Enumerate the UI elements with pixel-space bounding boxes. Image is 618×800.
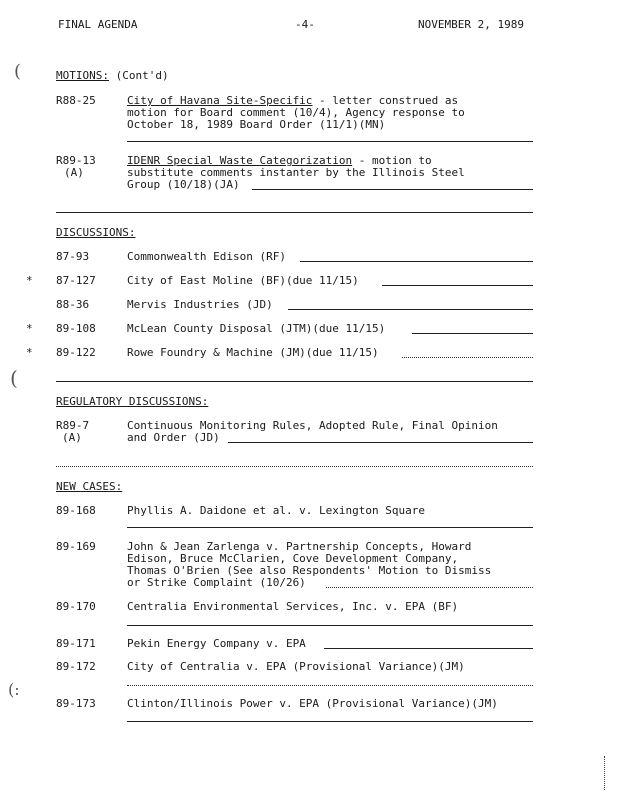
motion-id: R89-13 — [56, 154, 96, 167]
section-rule — [56, 212, 533, 213]
star-mark: * — [26, 322, 33, 335]
discussion-text: McLean County Disposal (JTM)(due 11/15) — [127, 322, 386, 335]
motion-line: Group (10/18)(JA) — [127, 178, 240, 191]
rule — [127, 685, 533, 686]
discussion-id: 87-127 — [56, 274, 96, 287]
motion-line: City of Havana Site-Specific - letter construed as — [127, 94, 459, 107]
rule — [402, 357, 533, 358]
rule — [127, 527, 533, 528]
discussion-id: 87-93 — [56, 250, 90, 263]
section-rule — [56, 466, 533, 467]
rule — [300, 261, 533, 262]
discussion-text: City of East Moline (BF)(due 11/15) — [127, 274, 359, 287]
margin-mark: ( — [10, 366, 18, 390]
rule — [324, 648, 533, 649]
discussion-text: Rowe Foundry & Machine (JM)(due 11/15) — [127, 346, 379, 359]
case-line: Thomas O'Brien (See also Respondents' Motion to Dismiss — [127, 564, 492, 577]
discussion-id: 89-108 — [56, 322, 96, 335]
discussion-text: Commonwealth Edison (RF) — [127, 250, 286, 263]
rule — [127, 721, 533, 722]
page-number: -4- — [295, 18, 315, 31]
motion-line: IDENR Special Waste Categorization - motion to — [127, 154, 432, 167]
case-id: 89-170 — [56, 600, 96, 613]
regulatory-sub: (A) — [62, 431, 82, 444]
star-mark: * — [26, 346, 33, 359]
case-id: 89-171 — [56, 637, 96, 650]
rule — [382, 285, 533, 286]
motion-line: October 18, 1989 Board Order (11/1)(MN) — [127, 118, 386, 131]
header-left: FINAL AGENDA — [58, 18, 138, 31]
regulatory-id: R89-7 — [56, 419, 90, 432]
margin-mark: (: — [8, 680, 20, 699]
case-line: Centralia Environmental Services, Inc. v. EPA (BF) — [127, 600, 459, 613]
regulatory-heading: REGULATORY DISCUSSIONS: — [56, 395, 209, 408]
discussion-id: 88-36 — [56, 298, 90, 311]
scan-mark — [604, 756, 605, 790]
rule — [288, 309, 533, 310]
regulatory-line: and Order (JD) — [127, 431, 220, 444]
regulatory-line: Continuous Monitoring Rules, Adopted Rule, Final Opinion — [127, 419, 498, 432]
motion-line: motion for Board comment (10/4), Agency response to — [127, 106, 465, 119]
motions-heading: MOTIONS: (Cont'd) — [56, 69, 169, 82]
case-line: Edison, Bruce McClarien, Cove Development Company, — [127, 552, 459, 565]
case-line: Pekin Energy Company v. EPA — [127, 637, 306, 650]
case-id: 89-168 — [56, 504, 96, 517]
case-id: 89-173 — [56, 697, 96, 710]
case-line: John & Jean Zarlenga v. Partnership Concepts, Howard — [127, 540, 472, 553]
section-rule — [56, 381, 533, 382]
case-line: or Strike Complaint (10/26) — [127, 576, 306, 589]
case-line: City of Centralia v. EPA (Provisional Variance)(JM) — [127, 660, 465, 673]
new-cases-heading: NEW CASES: — [56, 480, 123, 493]
rule — [228, 442, 533, 443]
case-line: Phyllis A. Daidone et al. v. Lexington Square — [127, 504, 426, 517]
star-mark: * — [26, 274, 33, 287]
case-id: 89-172 — [56, 660, 96, 673]
case-line: Clinton/Illinois Power v. EPA (Provisional Variance)(JM) — [127, 697, 498, 710]
motion-sub: (A) — [64, 166, 84, 179]
rule — [127, 625, 533, 626]
discussion-id: 89-122 — [56, 346, 96, 359]
rule — [252, 189, 533, 190]
discussions-heading: DISCUSSIONS: — [56, 226, 136, 239]
header-date: NOVEMBER 2, 1989 — [418, 18, 524, 31]
motion-id: R88-25 — [56, 94, 96, 107]
case-id: 89-169 — [56, 540, 96, 553]
discussion-text: Mervis Industries (JD) — [127, 298, 273, 311]
rule — [412, 333, 533, 334]
motion-line: substitute comments instanter by the Illinois Steel — [127, 166, 465, 179]
rule — [127, 141, 533, 142]
margin-mark: ( — [14, 61, 22, 82]
rule — [326, 587, 533, 588]
